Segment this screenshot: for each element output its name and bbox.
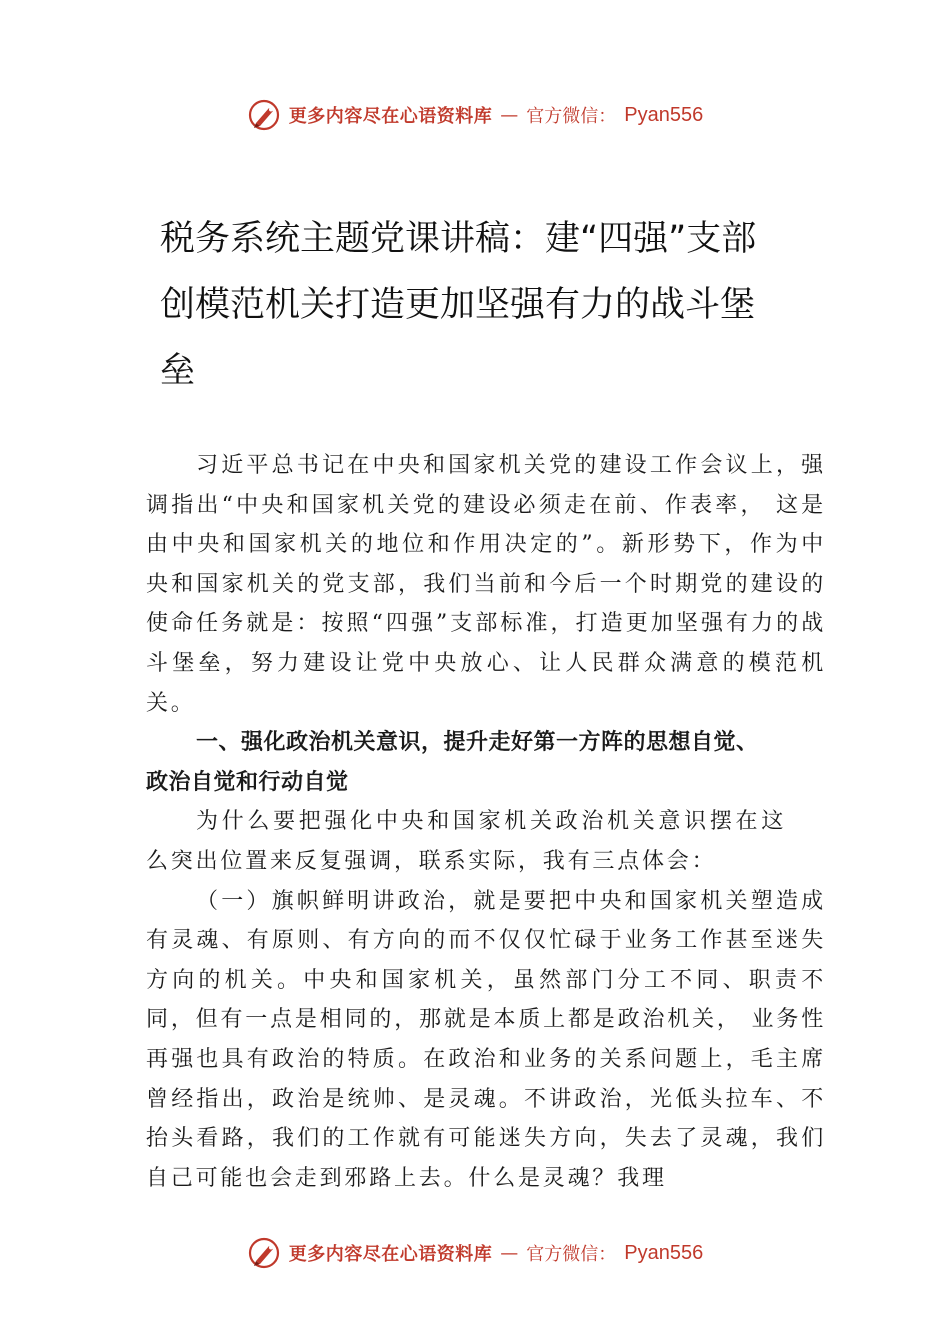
header-watermark-banner: [0, 95, 950, 135]
intro-paragraph: 习近平总书记在中央和国家机关党的建设工作会议上，强调指出“中央和国家机关党的建设必须走在前、作表率， 这是由中央和国家机关的地位和作用决定的”。新形势下，作为中央和国家机关的党支部，我们当前和今后一个时期党的建设的使命任务就是：按照“四强”支部标准，打造更加坚强有力的战斗堡垒，努力建设让党中央放心、让人民群众满意的模范机关。: [146, 453, 826, 716]
banner-wechat-id: Pyan556: [624, 103, 704, 126]
section-heading-1: 一、强化政治机关意识，提升走好第一方阵的思想自觉、政治自觉和行动自觉: [146, 730, 759, 795]
banner-library-text: 更多内容尽在心语资料库: [288, 106, 493, 127]
pen-logo-icon: [247, 98, 281, 132]
banner-dash: —: [500, 1242, 519, 1264]
point-1-paragraph: （一）旗帜鲜明讲政治，就是要把中央和国家机关塑造成有灵魂、有原则、有方向的而不仅仅忙碌于业务工作甚至迷失方向的机关。中央和国家机关，虽然部门分工不同、职责不同，但有一点是相同的，那就是本质上都是政治机关， 业务性再强也具有政治的特质。在政治和业务的关系问题上，毛主席曾经指出，政治是统帅、是灵魂。不讲政治，光低头拉车、不抬头看路，我们的工作就有可能迷失方向，失去了灵魂，我们自己可能也会走到邪路上去。什么是灵魂？我理: [146, 888, 826, 1191]
banner-dash: —: [500, 104, 519, 126]
footer-watermark-banner: [0, 1233, 950, 1273]
reason-paragraph: 为什么要把强化中央和国家机关政治机关意识摆在这么突出位置来反复强调，联系实际，我有三点体会：: [146, 809, 786, 874]
banner-wechat-label: 官方微信：: [526, 1244, 617, 1265]
banner-library-text: 更多内容尽在心语资料库: [288, 1244, 493, 1265]
document-title: 税务系统主题党课讲稿：建“四强”支部创模范机关打造更加坚强有力的战斗堡垒: [160, 219, 757, 391]
pen-logo-icon: [247, 1236, 281, 1270]
document-body: [146, 446, 826, 1198]
banner-wechat-label: 官方微信：: [526, 106, 617, 127]
banner-wechat-id: Pyan556: [624, 1241, 704, 1264]
